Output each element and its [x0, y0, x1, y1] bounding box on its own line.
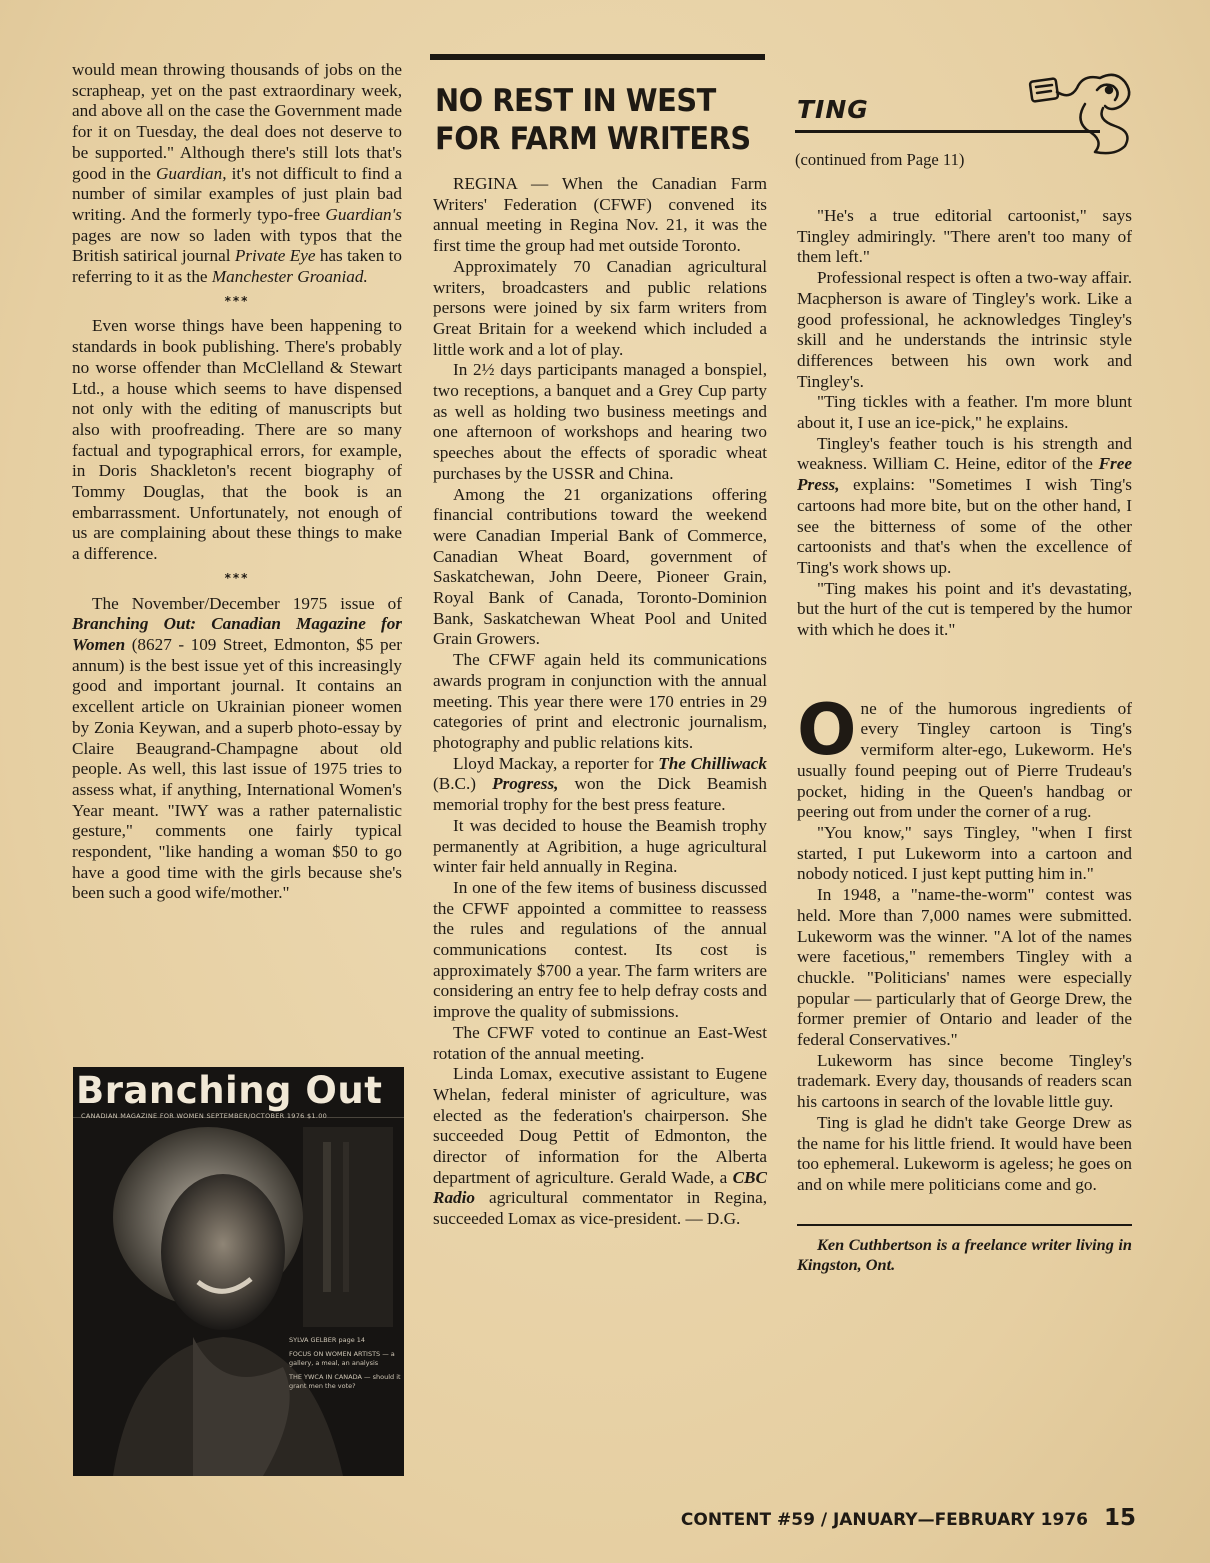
paragraph [72, 60, 402, 288]
text: Lloyd Mackay, a reporter for [453, 753, 659, 773]
paragraph: Professional respect is often a two-way affair. Macpherson is aware of Tingley's work. Like a good professional, he acknowledges Tingley's skill and he understands the intrinsic style differences between his own work and Tingley's. [797, 268, 1132, 391]
paragraph: Even worse things have been happening to standards in book publishing. There's probably no worse offender than McClelland & Stewart Ltd., a house which seems to have dispensed not only with the editing of manuscripts but also with proofreading. There are so many factual and typographical errors, for example, in Doris Shackleton's recent biography of Tommy Douglas, that the book is an embarrassment. Unfortunately, not enough of us are complaining about these things to make a difference. [72, 316, 402, 564]
paragraph: "He's a true editorial cartoonist," says Tingley admiringly. "There aren't too many of them left." [797, 206, 1132, 267]
article-body [433, 174, 767, 1230]
page-number: 15 [1103, 1505, 1136, 1531]
text: ne of the humorous ingredients of every Tingley cartoon is Ting's vermiform alter-ego, Lukeworm. He's usually found peeping out of Pierre Trudeau's pocket, hiding in the Queen's handbag or peering out from under the corner of a rug. [797, 698, 1132, 822]
paragraph: "You know," says Tingley, "when I first started, I put Lukeworm into a cartoon and nobody noticed. I just kept putting him in." [797, 822, 1132, 884]
author-byline: Ken Cuthbertson is a freelance writer living in Kingston, Ont. [797, 1234, 1132, 1274]
column-middle [433, 60, 767, 1230]
paragraph: It was decided to house the Beamish trophy permanently at Agribition, a huge agricultural winter fair held annually in Regina. [433, 815, 767, 877]
text: The November/December 1975 issue of [92, 593, 402, 613]
cover-teaser: FOCUS ON WOMEN ARTISTS — a gallery, a meal, an analysis [289, 1350, 395, 1367]
byline-rule [797, 1224, 1132, 1226]
paragraph: Approximately 70 Canadian agricultural writers, broadcasters and public relations persons were joined by six farm writers from Great Britain for a weekend which included a little work and a lot of play. [433, 256, 767, 359]
text-italic: Private Eye [234, 246, 316, 266]
continued-note: (continued from Page 11) [795, 150, 965, 169]
paragraph: In one of the few items of business discussed the CFWF appointed a committee to reassess the rules and regulations of the annual communications contest. Its cost is approximately $700 a year. The farm writers are considering an entry fee to help defray costs and improve the quality of submissions. [433, 877, 767, 1022]
cover-teaser: THE YWCA IN CANADA — should it grant men the vote? [289, 1373, 401, 1390]
column-right [797, 206, 1132, 1275]
paragraph: Ting is glad he didn't take George Drew as the name for his little friend. It would have been too ephemeral. Lukeworm is ageless; he goes on and on while mere politicians come and go. [797, 1112, 1132, 1194]
text: it's not difficult to find a number of similar examples of just plain bad writing. And the formerly typo-free [72, 163, 402, 224]
cover-subtitle: CANADIAN MAGAZINE FOR WOMEN SEPTEMBER/OCTOBER 1976 $1.00 [81, 1112, 328, 1120]
paragraph: Lukeworm has since become Tingley's trademark. Every day, thousands of readers scan his cartoons in search of the lovable little guy. [797, 1050, 1132, 1112]
text: has taken to referring to it as the [72, 246, 402, 287]
text: Linda Lomax, executive assistant to Eugene Whelan, federal minister of agriculture, was elected as the federation's chairperson. She succeeded Doug Pettit of Edmonton, the director of information for the Alberta department of agriculture. Gerald Wade, a [433, 1064, 767, 1187]
text-italic: Guardian's [325, 204, 402, 224]
paragraph: In 2½ days participants managed a bonspiel, two receptions, a banquet and a Grey Cup party as well as holding two business meetings and one afternoon of workshops and hearing two speeches about the effects of sporadic wheat purchases by the USSR and China. [433, 360, 767, 483]
cover-title: Branching Out [76, 1069, 383, 1112]
cover-photo [73, 1067, 404, 1476]
text-italic: CBC Radio [433, 1167, 767, 1208]
column-left [72, 60, 402, 904]
text-italic: Guardian, [155, 163, 227, 183]
paragraph [433, 1064, 767, 1230]
magazine-cover-image [73, 1067, 404, 1476]
text: won the Dick Beamish memorial trophy for the best press feature. [433, 774, 768, 815]
paragraph: In 1948, a "name-the-worm" contest was held. More than 7,000 names were submitted. Lukeworm was the winner. "A lot of the names were facetious," remembers Tingley with a chuckle. "Politicians' names were especially popular — particularly that of George Drew, the former premier of Ontario and leader of the federal Conservatives." [797, 885, 1132, 1050]
text: agricultural commentator in Regina, succeeded Lomax as vice-president. — D.G. [433, 1188, 767, 1229]
paragraph: The CFWF again held its communications awards program in conjunction with the annual meeting. This year there were 170 entries in 29 categories of print and electronic journalism, photography and public relations kits. [433, 650, 767, 752]
paragraph: "Ting makes his point and it's devastating, but the hurt of the cut is tempered by the humor with which he does it." [797, 578, 1132, 640]
cover-teasers [289, 1336, 404, 1396]
section-separator: *** [224, 570, 250, 585]
section-separator: *** [224, 293, 250, 308]
headline-line-2: FOR FARM WRITERS [435, 121, 751, 157]
drop-cap: O [797, 688, 857, 771]
text-italic: The Chilliwack [658, 753, 768, 773]
footer-issue: CONTENT #59 / JANUARY—FEBRUARY 1976 [680, 1510, 1088, 1530]
paragraph: "Ting tickles with a feather. I'm more blunt about it, I use an ice-pick," he explains. [797, 392, 1132, 433]
headline-line-1: NO REST IN WEST [435, 83, 716, 119]
paragraph: REGINA — When the Canadian Farm Writers' Federation (CFWF) convened its annual meeting in Regina Nov. 21, it was the first time the group had met outside Toronto. [433, 174, 767, 256]
text: (B.C.) [433, 774, 493, 794]
text: explains: "Sometimes I wish Ting's cartoons had more bite, but on the other hand, I see the bitterness of some of the other cartoonists and that's when the excellence of Ting's work shows up. [797, 475, 1132, 577]
page-footer [681, 1505, 1136, 1531]
paragraph [797, 688, 1132, 823]
text: (8627 - 109 Street, Edmonton, $5 per annum) is the best issue yet of this increasingly good and important journal. It contains an excellent article on Ukrainian pioneer women by Zonia Keywan, and a superb photo-essay by Claire Beaugrand-Champagne about old people. As well, this last issue of 1975 tries to assess what, if anything, International Women's Year meant. "IWY was a rather paternalistic gesture," comments one fairly typical respondent, "like handing a woman $50 to go have a good time with the girls because she's been such a good wife/mother." [72, 634, 402, 903]
section-title: TING [797, 95, 869, 124]
article-headline [435, 82, 751, 158]
paragraph: Among the 21 organizations offering financial contributions toward the weekend were Canadian Imperial Bank of Commerce, Canadian Wheat Board, government of Saskatchewan, John Deere, Pioneer Grain, Royal Bank of Canada, Toronto-Dominion Bank, Saskatchewan Wheat Pool and United Grain Growers. [433, 484, 767, 649]
worm-cartoon-icon [1025, 60, 1137, 160]
text-italic: Manchester Groaniad. [211, 267, 368, 287]
paragraph: The CFWF voted to continue an East-West rotation of the annual meeting. [433, 1022, 767, 1063]
paragraph [433, 754, 767, 816]
text-italic: Free Press, [797, 454, 1132, 495]
text-italic: Progress, [492, 774, 559, 794]
text: would mean throwing thousands of jobs on the scrapheap, yet on the past extraordinary week, and above all on the case the Government made for it on Tuesday, the deal does not deserve to be supported." Although there's still lots that's good in the [72, 60, 402, 183]
text-italic: Branching Out: Canadian Magazine for Women [72, 614, 402, 654]
paragraph [797, 434, 1132, 579]
text: pages are now so laden with typos that the British satirical journal [72, 225, 402, 266]
cover-teaser: SYLVA GELBER page 14 [289, 1336, 366, 1344]
paragraph [72, 594, 402, 905]
text: Tingley's feather touch is his strength and weakness. William C. Heine, editor of the [797, 433, 1132, 474]
